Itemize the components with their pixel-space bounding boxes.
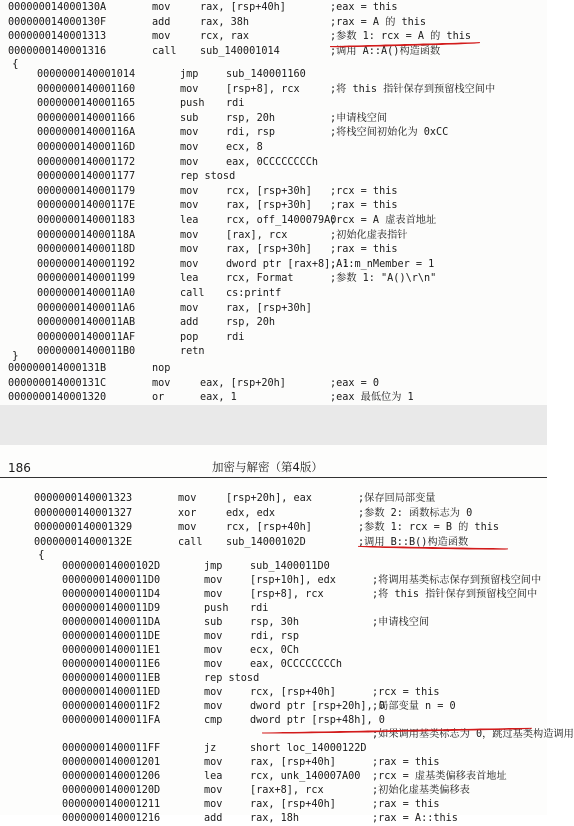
address: 00000001400011F2: [62, 701, 161, 712]
operands: rdi, rsp: [226, 127, 276, 139]
operands: rdi, rsp: [250, 631, 300, 642]
page-number: 186: [8, 461, 31, 475]
code-line: [0, 170, 547, 184]
comment: ;将栈空间初始化为 0xCC: [330, 127, 449, 139]
operands: [rsp+8], rcx: [250, 589, 324, 600]
code-line: [0, 83, 547, 97]
mnemonic: jmp: [180, 69, 199, 80]
mnemonic: cmp: [204, 715, 223, 726]
code-line: [0, 756, 547, 770]
address: 000000014000118A: [37, 229, 136, 241]
mnemonic: mov: [152, 2, 171, 13]
code-line: [0, 700, 547, 714]
address: 00000001400011D0: [62, 575, 161, 586]
mnemonic: lea: [180, 273, 199, 285]
operands: rax, [rsp+30h]: [226, 200, 312, 212]
address: 0000000140001177: [37, 171, 136, 183]
operands: rax, [rsp+30h]: [226, 302, 312, 314]
comment: ;rax = this: [330, 244, 398, 256]
code-line: [0, 812, 547, 826]
code-line: [0, 214, 547, 228]
address: 00000001400011AB: [37, 317, 136, 329]
mnemonic: mov: [204, 757, 223, 768]
code-line: [0, 742, 547, 756]
address: 0000000140001206: [62, 771, 161, 782]
operands: rcx, [rsp+40h]: [226, 522, 312, 534]
mnemonic: push: [180, 98, 205, 110]
code-line: [0, 185, 547, 199]
book-title: 加密与解密（第4版）: [212, 460, 323, 474]
mnemonic: pop: [180, 331, 199, 343]
operands: rcx, unk_140007A00: [250, 771, 361, 782]
comment: ;rax = this: [330, 200, 398, 212]
operands: eax, [rsp+20h]: [200, 377, 286, 389]
code-line: [0, 521, 547, 535]
address: 00000001400011A0: [37, 288, 136, 299]
address: 0000000140001199: [37, 273, 136, 285]
code-line: [0, 68, 547, 82]
code-line: [0, 362, 547, 376]
mnemonic: mov: [204, 645, 223, 656]
address: 00000001400011A6: [37, 302, 136, 314]
mnemonic: mov: [180, 127, 199, 139]
address: 0000000140001211: [62, 799, 161, 810]
address: 0000000140001316: [8, 45, 107, 57]
operands: rcx, off_1400079A0: [226, 215, 337, 226]
code-line: [0, 798, 547, 812]
mnemonic: mov: [204, 589, 223, 600]
operands: eax, 1: [200, 392, 237, 404]
mnemonic: mov: [180, 83, 199, 95]
comment: ;如果调用基类标志为 0，跳过基类构造调用: [372, 729, 574, 740]
header-rule: [0, 477, 547, 478]
mnemonic: call: [152, 45, 177, 57]
address: 000000014000120D: [62, 785, 161, 796]
comment: ;保存回局部变量: [358, 493, 436, 504]
comment: ;rcx = this: [372, 687, 440, 698]
operands: sub_140001014: [200, 45, 280, 57]
mnemonic: mov: [178, 493, 197, 504]
code-line: [0, 391, 547, 405]
comment: ;参数 2: 函数标志为 0: [358, 507, 473, 519]
code-line: [0, 45, 547, 59]
comment: ;rax = this: [372, 799, 440, 810]
code-line: [0, 302, 547, 316]
operands: rsp, 30h: [250, 617, 300, 628]
comment: ;初始化虚表指针: [330, 229, 408, 241]
operands: sub_14000102D: [226, 536, 306, 548]
code-line: [0, 229, 547, 243]
operands: rsp, 20h: [226, 112, 276, 124]
comment: ;局部变量 n = 0: [372, 701, 456, 712]
operands: rsp, 20h: [226, 317, 276, 329]
operands: rdi: [250, 603, 269, 614]
address: 00000001400011AF: [37, 331, 136, 343]
open-brace: {: [38, 548, 45, 561]
address: 000000014000116A: [37, 127, 136, 139]
code-line: [0, 770, 547, 784]
mnemonic: mov: [204, 799, 223, 810]
operands: short loc_14000122D: [250, 743, 367, 754]
code-line: [0, 377, 547, 391]
comment: ;将 this 指针保存到预留栈空间中: [372, 589, 538, 600]
address: 0000000140001179: [37, 185, 136, 197]
address: 00000001400011EB: [62, 673, 161, 684]
address: 0000000140001160: [37, 83, 136, 95]
operands: [rax+8], rcx: [250, 785, 324, 796]
mnemonic: mov: [204, 631, 223, 642]
code-line: [0, 97, 547, 111]
code-line: [0, 141, 547, 155]
comment: ;A::m_nMember = 1: [330, 258, 435, 270]
address: 0000000140001323: [34, 493, 133, 504]
address: 00000001400011D9: [62, 603, 161, 614]
mnemonic: mov: [152, 377, 171, 389]
operands: rcx, [rsp+30h]: [226, 185, 312, 197]
operands: dword ptr [rax+8], 1: [226, 258, 349, 270]
comment: ;rax = this: [372, 757, 440, 768]
mnemonic: rep stosd: [180, 171, 236, 183]
mnemonic: mov: [180, 244, 199, 256]
code-line: [0, 574, 547, 588]
operands: rcx, [rsp+40h]: [250, 687, 336, 698]
code-line: [0, 602, 547, 616]
address: 0000000140001313: [8, 31, 107, 43]
operands: rcx, rax: [200, 31, 250, 43]
address: 000000014000116D: [37, 142, 136, 153]
code-line: [0, 630, 547, 644]
address: 00000001400011DA: [62, 617, 161, 628]
comment: ;rcx = this: [330, 185, 398, 197]
code-line: [0, 272, 547, 286]
code-line: [0, 331, 547, 345]
code-line: [0, 287, 547, 301]
code-line: [0, 199, 547, 213]
address: 00000001400011FA: [62, 715, 161, 726]
address: 0000000140001183: [37, 215, 136, 226]
operands: [rax], rcx: [226, 229, 288, 241]
mnemonic: mov: [152, 31, 171, 43]
mnemonic: retn: [180, 346, 205, 358]
address: 0000000140001166: [37, 112, 136, 124]
address: 00000001400011E6: [62, 659, 161, 670]
code-line: [0, 658, 547, 672]
open-brace: {: [12, 57, 19, 70]
address: 000000014000130F: [8, 16, 107, 28]
code-line: [0, 686, 547, 700]
mnemonic: rep stosd: [204, 673, 260, 684]
mnemonic: sub: [204, 617, 223, 628]
address: 000000014000131B: [8, 363, 107, 374]
address: 00000001400011FF: [62, 743, 161, 754]
mnemonic: or: [152, 392, 165, 404]
mnemonic: mov: [204, 575, 223, 586]
code-line: [0, 1, 547, 15]
mnemonic: call: [180, 288, 205, 299]
operands: sub_1400011D0: [250, 561, 330, 572]
comment: ;调用 A::A()构造函数: [330, 45, 441, 57]
code-line: [0, 644, 547, 658]
operands: rax, [rsp+30h]: [226, 244, 312, 256]
mnemonic: sub: [180, 112, 199, 124]
operands: sub_140001160: [226, 69, 306, 80]
code-line: [0, 345, 547, 359]
comment: ;参数 1: rcx = A 的 this: [330, 31, 471, 43]
operands: [rsp+8], rcx: [226, 83, 300, 95]
code-line: [0, 507, 547, 521]
comment: ;将调用基类标志保存到预留栈空间中: [372, 575, 542, 586]
mnemonic: mov: [180, 229, 199, 241]
code-line: [0, 784, 547, 798]
operands: rax, [rsp+40h]: [250, 757, 336, 768]
code-line: [0, 588, 547, 602]
code-line: [0, 112, 547, 126]
comment: ;调用 B::B()构造函数: [358, 536, 469, 548]
address: 000000014000132E: [34, 536, 133, 548]
operands: dword ptr [rsp+20h], 0: [250, 701, 385, 712]
mnemonic: push: [204, 603, 229, 614]
code-line: [0, 672, 547, 686]
operands: eax, 0CCCCCCCCh: [250, 659, 343, 670]
comment: ;rax = A 的 this: [330, 16, 427, 28]
mnemonic: call: [178, 536, 203, 548]
comment: ;eax = 0: [330, 377, 380, 389]
operands: rax, [rsp+40h]: [250, 799, 336, 810]
comment: ;eax = this: [330, 2, 398, 13]
operands: ecx, 8: [226, 142, 263, 153]
mnemonic: jmp: [204, 561, 223, 572]
mnemonic: add: [180, 317, 199, 329]
address: 00000001400011ED: [62, 687, 161, 698]
mnemonic: mov: [180, 200, 199, 212]
address: 000000014000102D: [62, 561, 161, 572]
mnemonic: mov: [180, 156, 199, 168]
comment: ;rax = A::this: [372, 813, 458, 824]
operands: eax, 0CCCCCCCCh: [226, 156, 319, 168]
address: 0000000140001216: [62, 813, 161, 824]
address: 0000000140001320: [8, 392, 107, 404]
code-line: [0, 316, 547, 330]
close-brace: }: [12, 349, 19, 362]
address: 00000001400011B0: [37, 346, 136, 358]
operands: rdi: [226, 331, 245, 343]
address: 000000014000118D: [37, 244, 136, 256]
address: 00000001400011D4: [62, 589, 161, 600]
mnemonic: mov: [204, 785, 223, 796]
operands: ecx, 0Ch: [250, 645, 300, 656]
operands: dword ptr [rsp+48h], 0: [250, 715, 385, 726]
mnemonic: jz: [204, 743, 217, 754]
comment: ;申请栈空间: [372, 617, 430, 628]
comment: ;eax 最低位为 1: [330, 392, 414, 404]
comment: ;申请栈空间: [330, 112, 388, 124]
mnemonic: mov: [180, 142, 199, 153]
mnemonic: mov: [204, 687, 223, 698]
mnemonic: mov: [204, 659, 223, 670]
address: 0000000140001172: [37, 156, 136, 168]
mnemonic: mov: [180, 302, 199, 314]
mnemonic: add: [204, 813, 223, 824]
address: 0000000140001327: [34, 507, 133, 519]
operands: rax, 18h: [250, 813, 300, 824]
mnemonic: lea: [180, 215, 199, 226]
code-line: [0, 243, 547, 257]
mnemonic: mov: [178, 522, 197, 534]
page-gap: [0, 405, 547, 445]
operands: rax, [rsp+40h]: [200, 2, 286, 13]
code-line: [0, 560, 547, 574]
address: 000000014000131C: [8, 377, 107, 389]
address: 00000001400011DE: [62, 631, 161, 642]
code-line: [0, 616, 547, 630]
address: 0000000140001201: [62, 757, 161, 768]
comment: ;参数 1: "A()\r\n": [330, 273, 437, 285]
address: 0000000140001014: [37, 69, 136, 80]
operands: edx, edx: [226, 507, 276, 519]
address: 0000000140001165: [37, 98, 136, 110]
mnemonic: nop: [152, 363, 171, 374]
address: 00000001400011E1: [62, 645, 161, 656]
code-line: [0, 258, 547, 272]
address: 000000014000117E: [37, 200, 136, 212]
mnemonic: add: [152, 16, 171, 28]
mnemonic: mov: [180, 258, 199, 270]
comment: ;rcx = A 虚表首地址: [330, 215, 437, 226]
code-line: [0, 126, 547, 140]
code-line: [0, 714, 547, 728]
comment: ;rcx = 虚基类偏移表首地址: [372, 771, 507, 782]
comment: ;将 this 指针保存到预留栈空间中: [330, 83, 496, 95]
code-line: [0, 492, 547, 506]
operands: cs:printf: [226, 288, 282, 299]
operands: [rsp+10h], edx: [250, 575, 336, 586]
mnemonic: mov: [204, 701, 223, 712]
address: 0000000140001192: [37, 258, 136, 270]
mnemonic: lea: [204, 771, 223, 782]
operands: rax, 38h: [200, 16, 250, 28]
code-line: [0, 16, 547, 30]
code-line: [0, 156, 547, 170]
address: 0000000140001329: [34, 522, 133, 534]
mnemonic: xor: [178, 507, 197, 519]
comment: ;参数 1: rcx = B 的 this: [358, 522, 499, 534]
mnemonic: mov: [180, 185, 199, 197]
operands: rdi: [226, 98, 245, 110]
operands: rcx, Format: [226, 273, 294, 285]
address: 000000014000130A: [8, 2, 107, 13]
comment: ;初始化虚基类偏移表: [372, 785, 470, 796]
operands: [rsp+20h], eax: [226, 493, 312, 504]
